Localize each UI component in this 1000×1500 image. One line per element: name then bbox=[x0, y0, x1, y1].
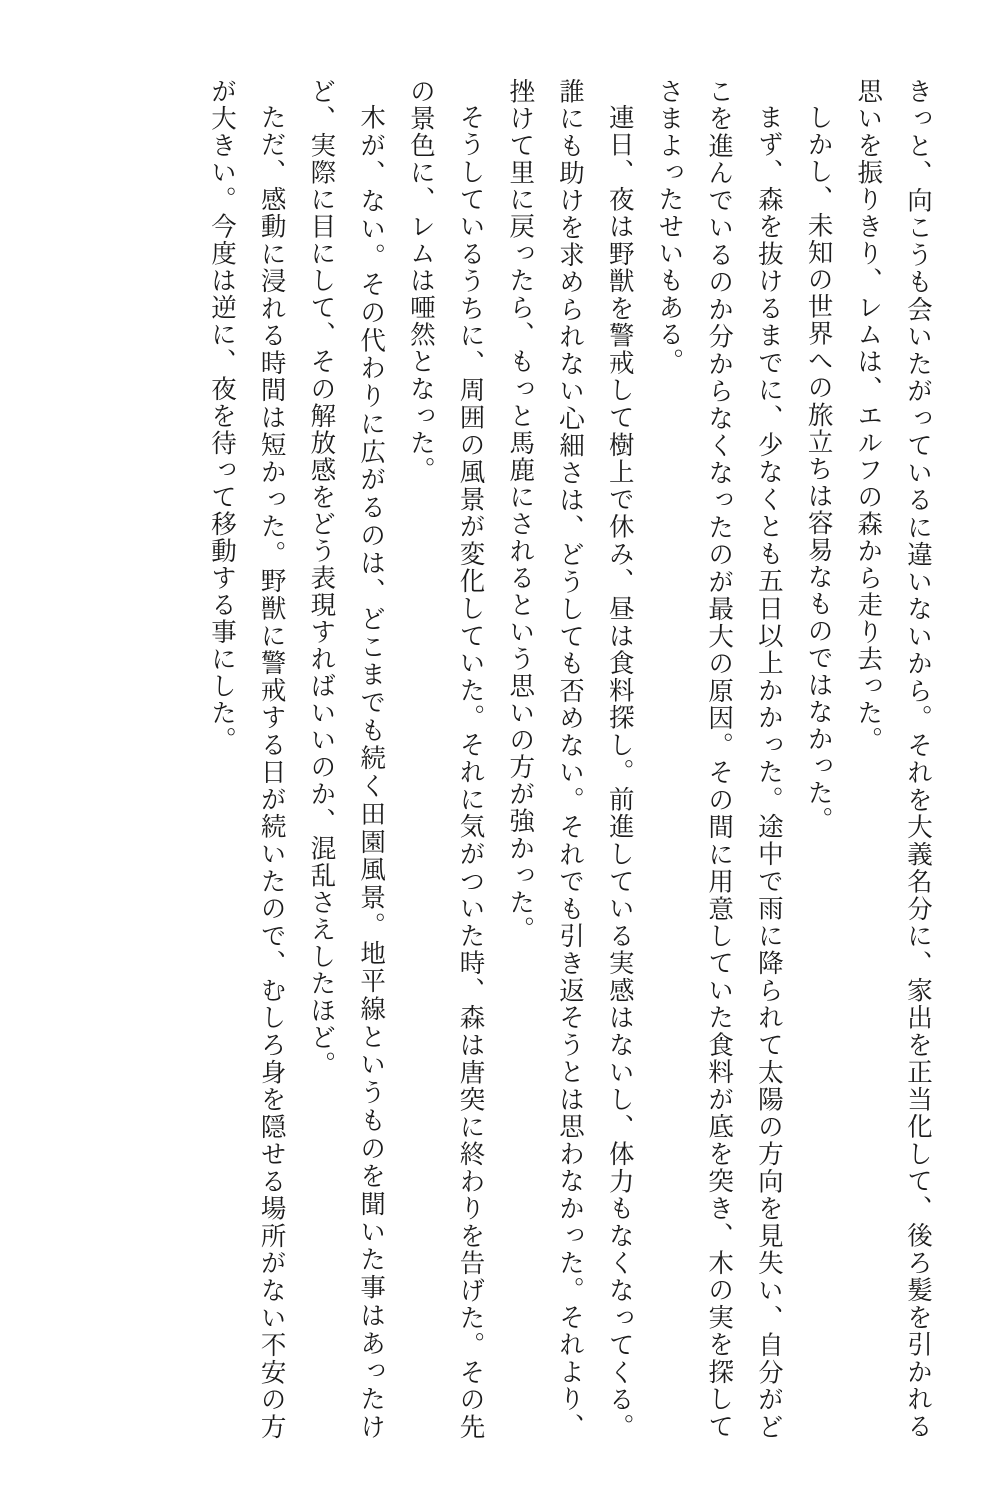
paragraph: 連日、夜は野獣を警戒して樹上で休み、昼は食料探し。前進している実感はないし、体力もなくなってくる。誰にも助けを求められない心細さは、どうしても否めない。それでも引き返そうとは思わなかった。それより、挫けて里に戻ったら、もっと馬鹿にされるという思いの方が強かった。 bbox=[505, 78, 635, 1440]
paragraph: きっと、向こうも会いたがっているに違いないから。それを大義名分に、家出を正当化して、後ろ髪を引かれる思いを振りきり、レムは、エルフの森から走り去った。 bbox=[853, 78, 933, 1440]
paragraph: まず、森を抜けるまでに、少なくとも五日以上かかった。途中で雨に降られて太陽の方向を見失い、自分がどこを進んでいるのか分からなくなったのが最大の原因。その間に用意していた食料が底を突き、木の実を探してさまよったせいもある。 bbox=[654, 78, 784, 1440]
paragraph: ただ、感動に浸れる時間は短かった。野獣に警戒する日が続いたので、むしろ身を隠せる場所がない不安の方が大きい。今度は逆に、夜を待って移動する事にした。 bbox=[206, 78, 287, 1440]
paragraph: 木が、ない。その代わりに広がるのは、どこまでも続く田園風景。地平線というものを聞いた事はあったけど、実際に目にして、その解放感をどう表現すればいいのか、混乱さえしたほど。 bbox=[306, 78, 387, 1440]
paragraph: しかし、未知の世界への旅立ちは容易なものではなかった。 bbox=[803, 103, 834, 834]
paragraph: そうしているうちに、周囲の風景が変化していた。それに気がついた時、森は唐突に終わりを告げた。その先の景色に、レムは唖然となった。 bbox=[405, 78, 486, 1440]
vertical-text-body bbox=[62, 78, 942, 1440]
